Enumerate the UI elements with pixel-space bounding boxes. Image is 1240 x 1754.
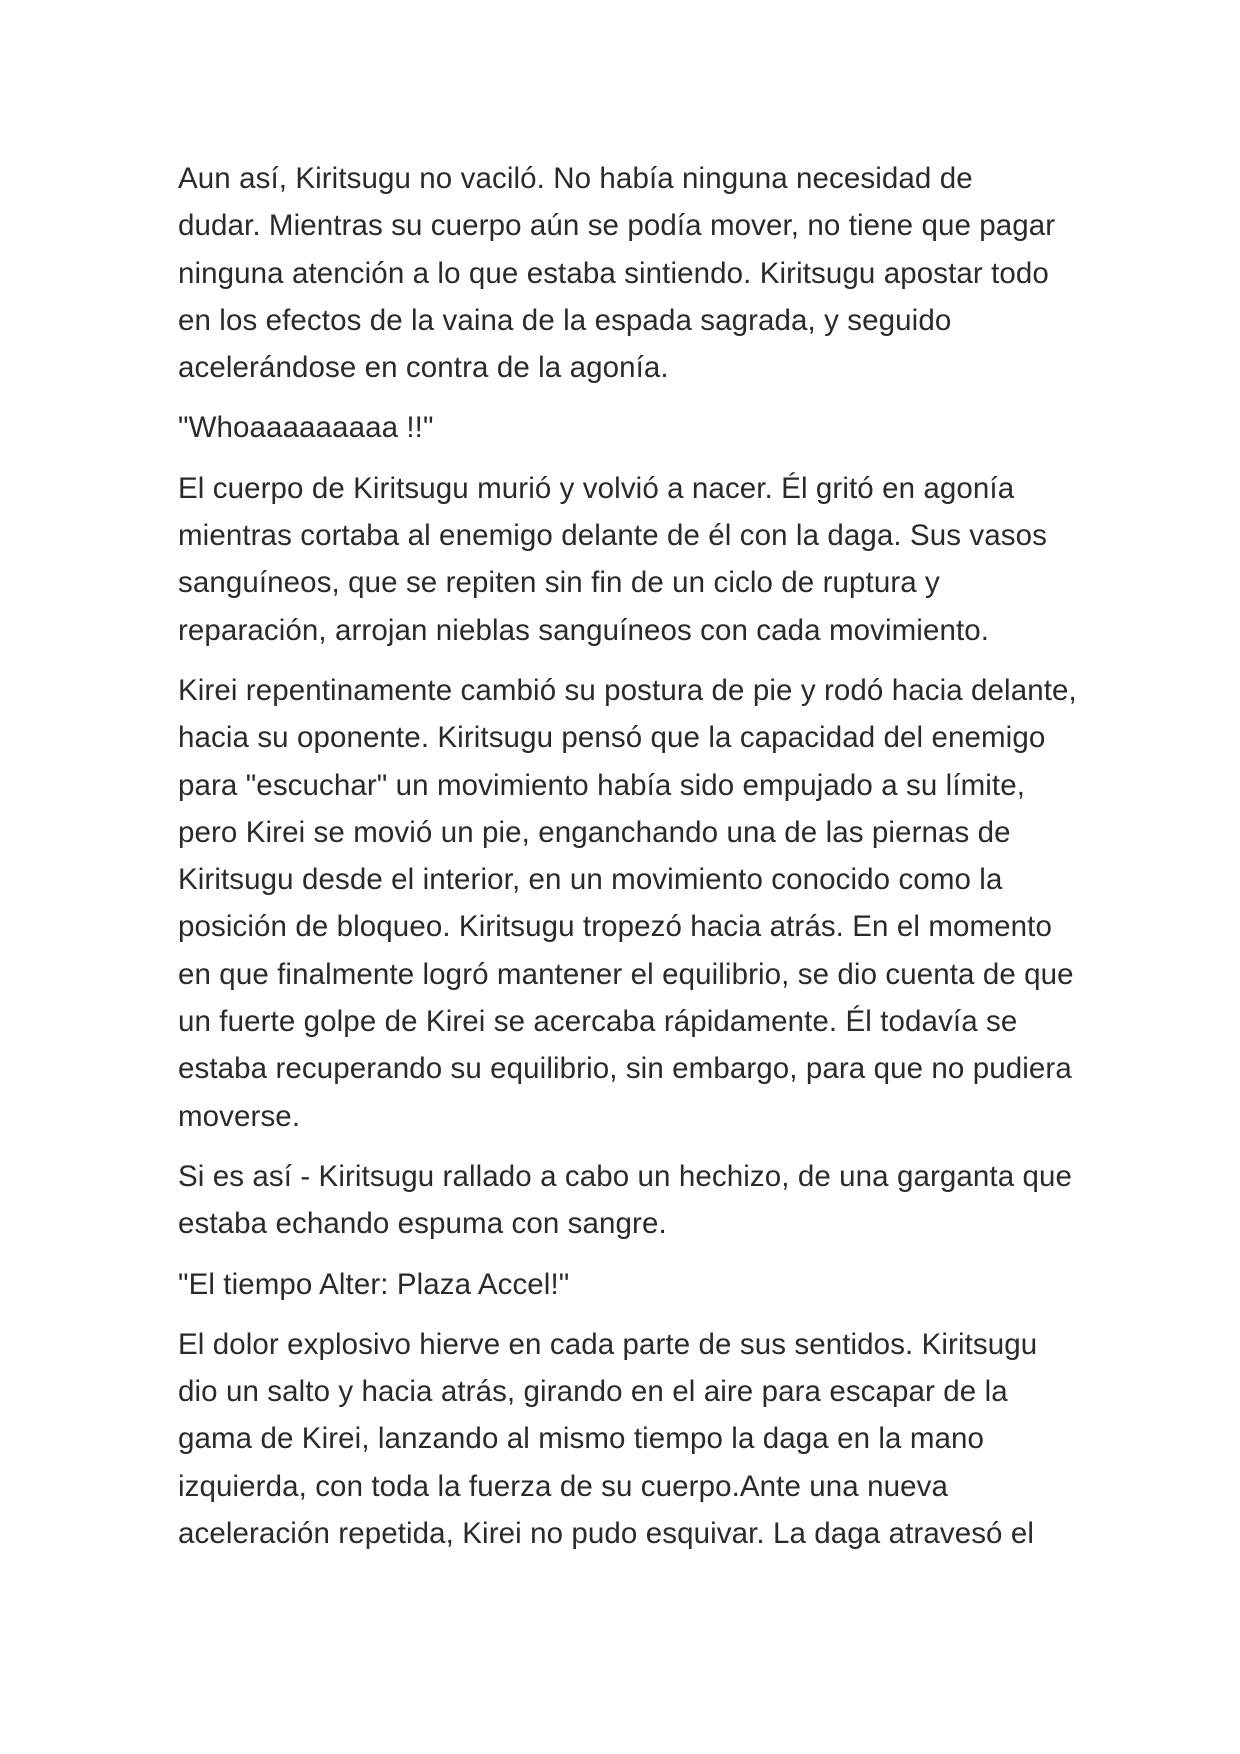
- text-line: en los efectos de la vaina de la espada sagrada, y seguido: [178, 303, 952, 337]
- text-line: ninguna atención a lo que estaba sintiendo. Kiritsugu apostar todo: [178, 256, 1049, 290]
- text-line: para "escuchar" un movimiento había sido empujado a su límite,: [178, 768, 1026, 802]
- text-line: Aun así, Kiritsugu no vaciló. No había ninguna necesidad de: [178, 162, 973, 195]
- paragraph-4: [178, 667, 1078, 1140]
- text-line: El cuerpo de Kiritsugu murió y volvió a nacer. Él gritó en agonía: [178, 471, 1015, 505]
- text-line: en que finalmente logró mantener el equilibrio, se dio cuenta de que: [178, 957, 1074, 991]
- text-line: dudar. Mientras su cuerpo aún se podía mover, no tiene que pagar: [178, 209, 1056, 243]
- text-line: moverse.: [178, 1099, 301, 1133]
- paragraph-7: [178, 1321, 1078, 1557]
- body-text: [178, 155, 1078, 1570]
- text-line: hacia su oponente. Kiritsugu pensó que la capacidad del enemigo: [178, 721, 1046, 755]
- text-line: Kiritsugu desde el interior, en un movimiento conocido como la: [178, 863, 1003, 897]
- text-line: Si es así - Kiritsugu rallado a cabo un hechizo, de una garganta que: [178, 1159, 1073, 1193]
- text-line: estaba recuperando su equilibrio, sin embargo, para que no pudiera: [178, 1052, 1072, 1086]
- text-line: dio un salto y hacia atrás, girando en el aire para escapar de la: [178, 1375, 1008, 1409]
- text-line: estaba echando espuma con sangre.: [178, 1207, 667, 1241]
- text-line: un fuerte golpe de Kirei se acercaba rápidamente. Él todavía se: [178, 1005, 1018, 1039]
- text-line: aceleración repetida, Kirei no pudo esquivar. La daga atravesó el: [178, 1517, 1035, 1551]
- text-line: El dolor explosivo hierve en cada parte de sus sentidos. Kiritsugu: [178, 1327, 1038, 1361]
- text-line: posición de bloqueo. Kiritsugu tropezó hacia atrás. En el momento: [178, 910, 1052, 944]
- text-line: gama de Kirei, lanzando al mismo tiempo la daga en la mano: [178, 1422, 985, 1456]
- paragraph-5: [178, 1153, 1078, 1248]
- paragraph-2: [178, 404, 1078, 451]
- paragraph-1: [178, 155, 1078, 391]
- text-line: "El tiempo Alter: Plaza Accel!": [178, 1267, 570, 1301]
- text-line: acelerándose en contra de la agonía.: [178, 351, 669, 385]
- paragraph-3: [178, 465, 1078, 654]
- text-line: reparación, arrojan nieblas sanguíneos con cada movimiento.: [178, 613, 990, 647]
- text-line: mientras cortaba al enemigo delante de él con la daga. Sus vasos: [178, 519, 1047, 553]
- text-line: sanguíneos, que se repiten sin fin de un ciclo de ruptura y: [178, 566, 940, 600]
- text-line: izquierda, con toda la fuerza de su cuerpo.Ante una nueva: [178, 1469, 948, 1503]
- text-line: Kirei repentinamente cambió su postura de pie y rodó hacia delante,: [178, 673, 1077, 707]
- text-line: "Whoaaaaaaaaa !!": [178, 411, 434, 445]
- paragraph-6: [178, 1261, 1078, 1308]
- text-line: pero Kirei se movió un pie, enganchando una de las piernas de: [178, 815, 1011, 849]
